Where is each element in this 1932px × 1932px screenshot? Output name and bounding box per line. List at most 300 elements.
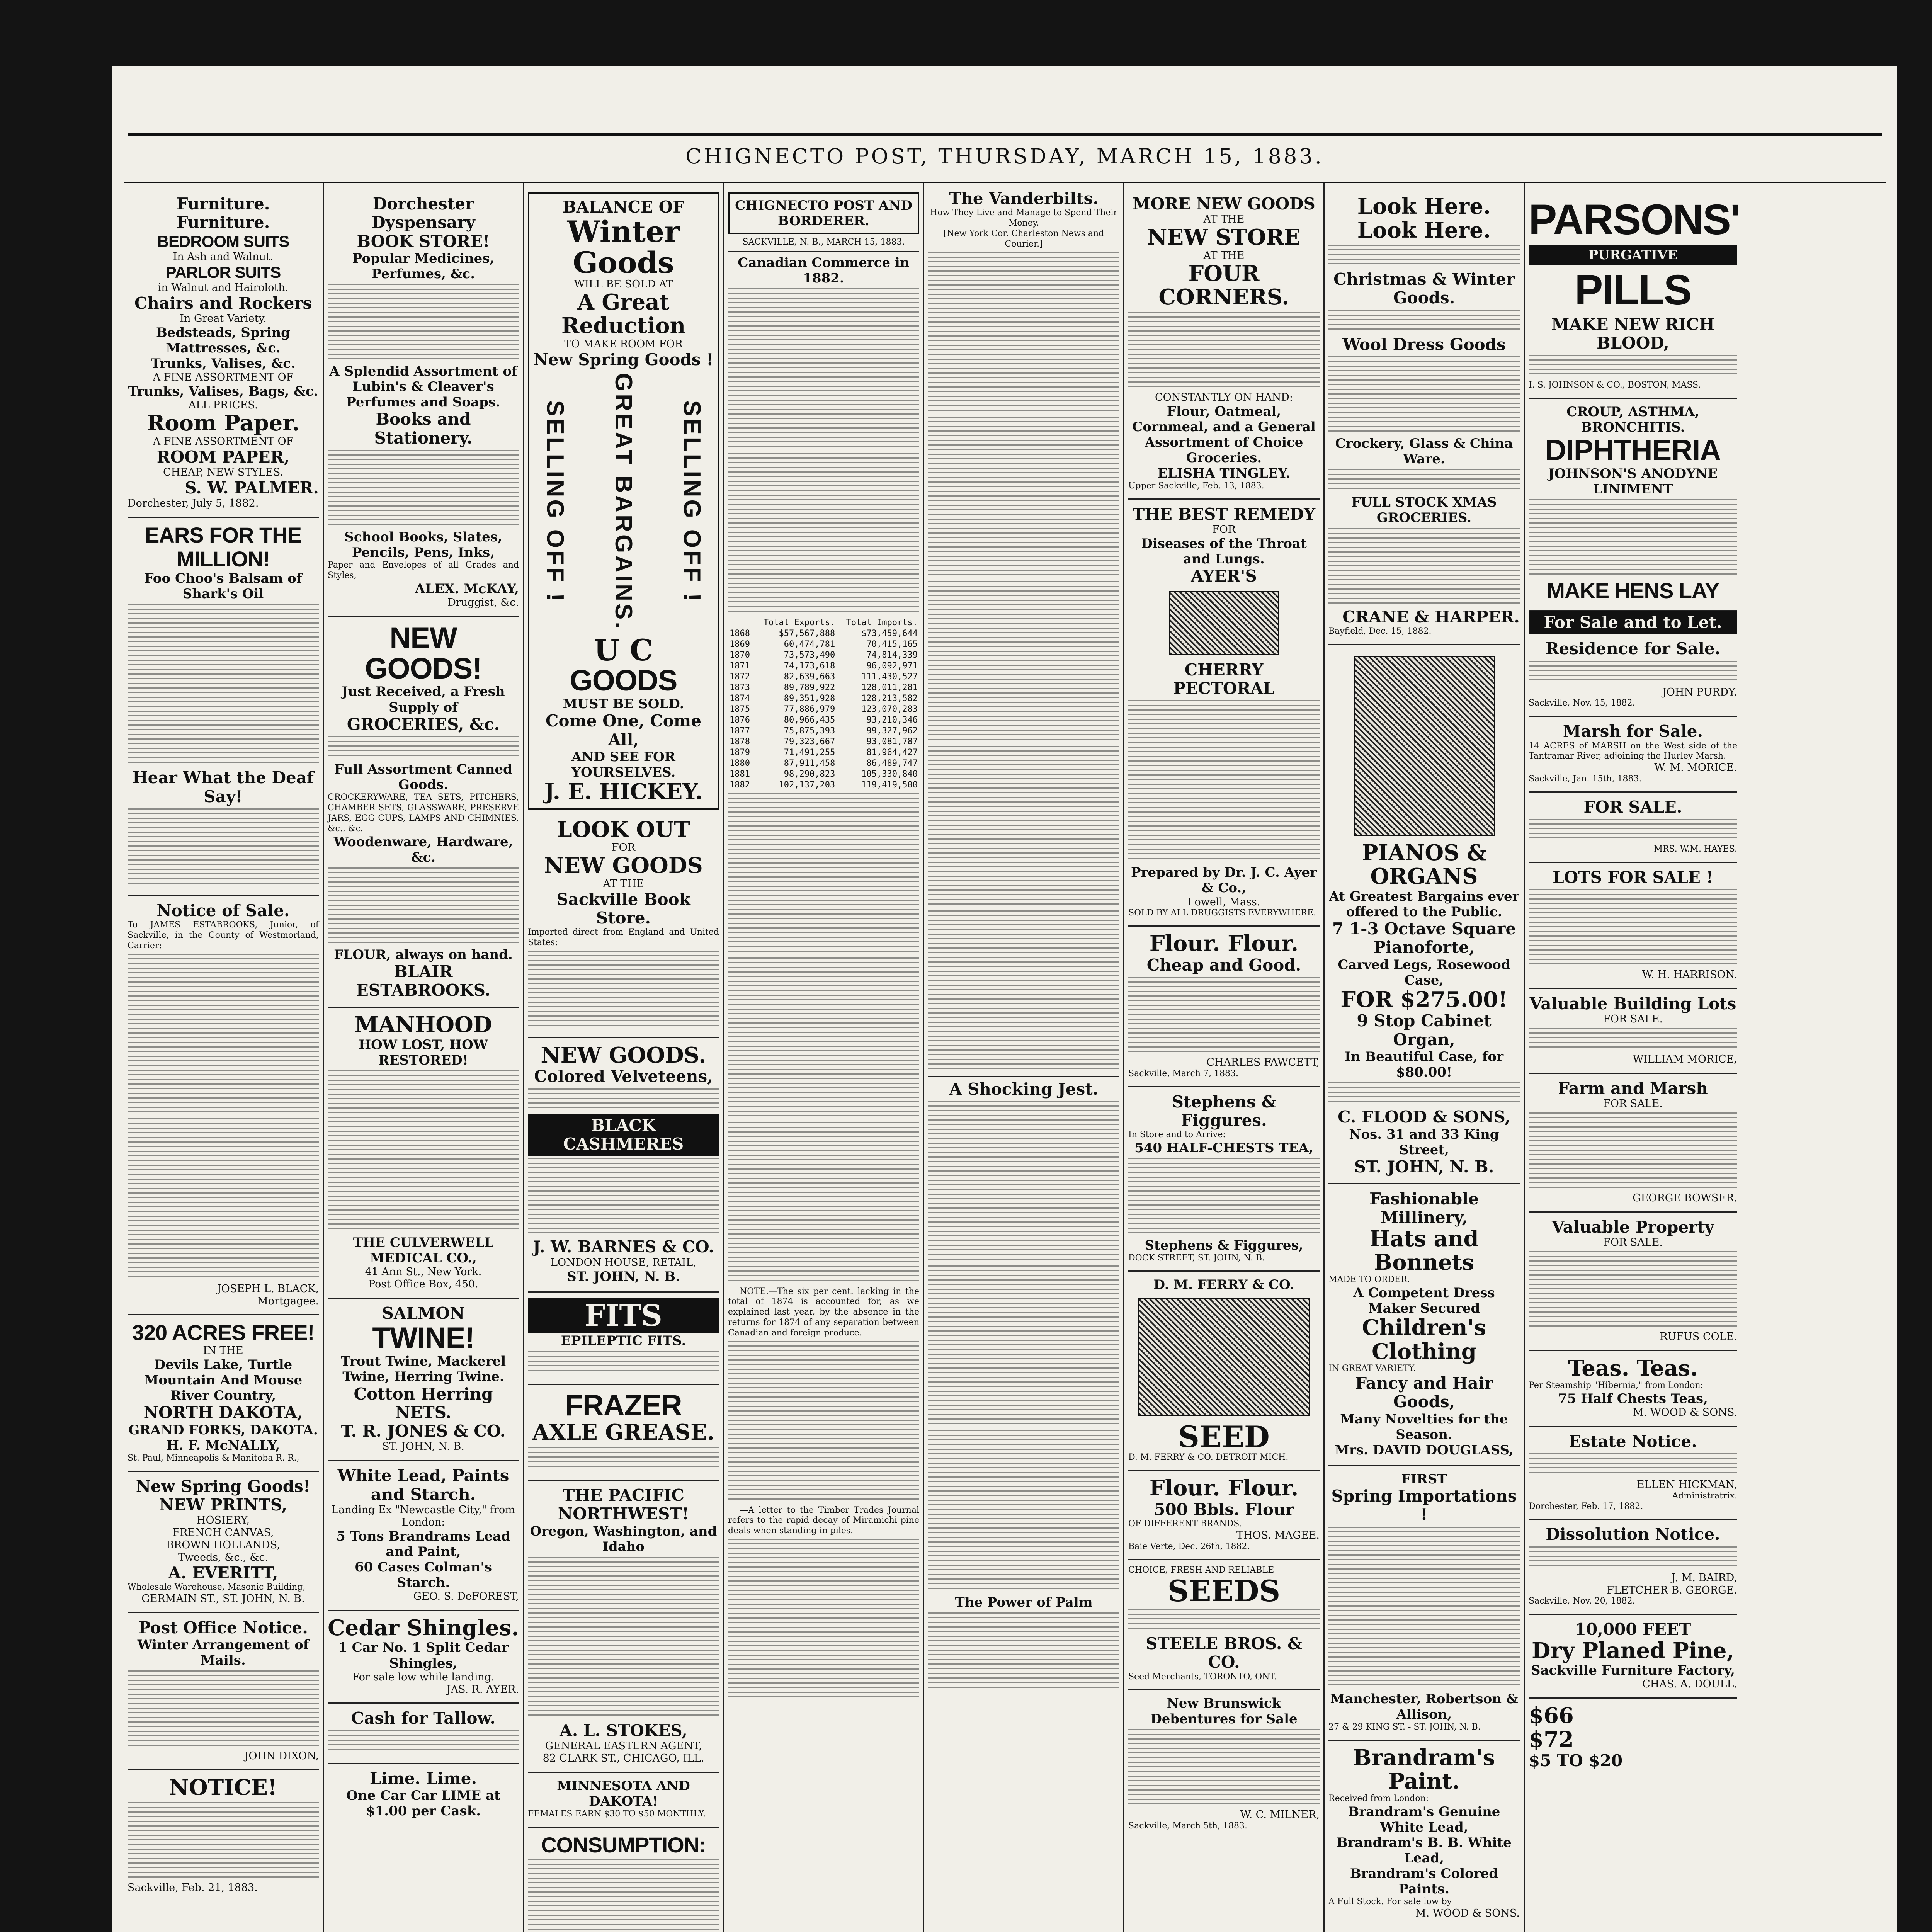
ad-line: Trunks, Valises, Bags, &c.	[128, 384, 318, 400]
ad-line: Landing Ex "Newcastle City," from London:	[332, 1503, 515, 1528]
ad-line: CROCKERYWARE, TEA SETS, PITCHERS, CHAMBER SETS, GLASSWARE, PRESERVE JARS, EGG CUPS, LAMPS AND CHIMNIES, &c., &c.	[328, 793, 519, 833]
ad-line: Wholesale Warehouse, Masonic Building,	[128, 1582, 306, 1592]
ad-title: PIANOS & ORGANS	[1362, 840, 1486, 889]
ad-title: Flour. Flour.	[1149, 931, 1299, 957]
ad-line: 7 1-3 Octave Square Pianoforte,	[1332, 919, 1516, 957]
body-text-block	[728, 793, 919, 955]
lots-ad	[1529, 863, 1737, 989]
ad-line: CHERRY	[1184, 660, 1264, 679]
table-cell: 98,290,823	[784, 769, 835, 779]
table-row	[728, 747, 919, 758]
ad-title: Residence for Sale.	[1545, 639, 1721, 658]
brandram-ad	[1328, 1741, 1520, 1927]
ad-line: FOR SALE.	[1603, 1236, 1663, 1249]
school-notice	[128, 1770, 319, 1901]
table-cell: 1868	[730, 629, 750, 639]
ad-line: A Full Stock. For sale low by	[1328, 1897, 1452, 1907]
ad-title: THE BEST REMEDY	[1132, 505, 1316, 524]
ad-title: LOOK OUT	[557, 816, 690, 842]
ad-line: WILL BE SOLD AT	[574, 278, 673, 290]
ad-line: A FINE ASSORTMENT OF	[153, 371, 294, 384]
section-header: For Sale and to Let.	[1529, 611, 1737, 634]
body-text-block	[1128, 700, 1320, 862]
frazer-ad	[528, 1385, 719, 1481]
ad-line: HOSIERY,	[197, 1514, 250, 1527]
ad-line: Per Steamship "Hibernia," from London:	[1529, 1380, 1703, 1390]
body-text-block	[128, 1670, 319, 1748]
table-cell: 96,092,971	[866, 661, 918, 671]
ad-line: EPILEPTIC FITS.	[561, 1333, 686, 1349]
ad-line: Cotton Herring NETS.	[354, 1384, 493, 1422]
ad-line: THE CULVERWELL MEDICAL CO.,	[353, 1235, 494, 1266]
ad-title: PARSONS'	[1529, 196, 1740, 243]
ad-line: Chairs and Rockers	[134, 293, 312, 313]
table-cell: 99,327,962	[866, 726, 918, 736]
ad-line: GERMAIN ST., ST. JOHN, N. B.	[141, 1592, 305, 1605]
ad-line: FOR	[1212, 524, 1236, 536]
body-text-block	[1529, 1453, 1737, 1476]
ad-title: TWINE!	[372, 1321, 474, 1355]
ad-date: Sackville, Jan. 15th, 1883.	[1529, 774, 1642, 784]
ad-signature: MRS. W.M. HAYES.	[1654, 844, 1737, 854]
column-8	[1525, 183, 1741, 1932]
column-4	[724, 183, 924, 1932]
ad-line: School Books, Slates, Pencils, Pens, Inks,	[344, 529, 502, 561]
ad-line: Wool Dress Goods	[1342, 335, 1506, 354]
ad-line: CONSTANTLY ON HAND:	[1155, 391, 1293, 403]
ad-line: Carved Legs, Rosewood Case,	[1338, 957, 1510, 988]
ad-title: Lime. Lime.	[369, 1769, 477, 1788]
ad-title: New Spring Goods!	[136, 1476, 311, 1496]
ad-line: ALL PRICES.	[188, 399, 258, 412]
table-row	[728, 693, 919, 704]
ad-signature: CRANE & HARPER.	[1342, 607, 1520, 626]
ad-signature: W. M. MORICE.	[1654, 762, 1737, 774]
consumption-ad	[528, 1828, 719, 1932]
body-text-block	[728, 288, 919, 451]
body-text-block	[1328, 310, 1520, 333]
body-text-block	[1128, 1729, 1320, 1806]
ad-title: 320 ACRES FREE!	[132, 1320, 315, 1345]
table-cell: 1870	[730, 650, 750, 660]
ad-date: Sackville, March 5th, 1883.	[1128, 1821, 1247, 1831]
ad-line: Sackville Furniture Factory,	[1531, 1663, 1735, 1679]
body-text-block	[1529, 1251, 1737, 1328]
table-row	[728, 661, 919, 672]
seed-engraving	[1138, 1298, 1310, 1416]
estate-ad	[1529, 1427, 1737, 1520]
body-text-block	[328, 284, 519, 361]
ad-date: Sackville, Feb. 21, 1883.	[128, 1881, 258, 1894]
ad-signature: C. FLOOD & SONS,	[1338, 1107, 1510, 1127]
body-text-block	[1328, 245, 1520, 268]
ad-line: Trout Twine, Mackerel Twine, Herring Twine.	[340, 1354, 506, 1385]
ad-line: A FINE ASSORTMENT OF	[153, 435, 294, 447]
douglass-ad	[1328, 1184, 1520, 1466]
body-text-block	[1328, 356, 1520, 434]
table-cell: 89,789,922	[784, 682, 835, 692]
trade-table	[728, 617, 919, 790]
ad-signature: W. H. HARRISON.	[1642, 969, 1737, 981]
ad-signature: M. WOOD & SONS.	[1633, 1406, 1737, 1418]
ad-line: ST. JOHN, N. B.	[1354, 1157, 1494, 1176]
ad-signature: Mrs. DAVID DOUGLASS,	[1335, 1442, 1514, 1458]
ad-line: ST. JOHN, N. B.	[382, 1440, 464, 1453]
ad-line: Oregon, Washington, and Idaho	[530, 1523, 717, 1554]
ad-title: Cash for Tallow.	[351, 1709, 496, 1728]
manhood-ad	[328, 1008, 519, 1299]
ad-line: 10,000 FEET	[1575, 1620, 1691, 1639]
ad-line: AYER'S	[1191, 566, 1257, 586]
table-cell: 86,489,747	[866, 758, 918, 768]
ad-line: SOLD BY ALL DRUGGISTS EVERYWHERE.	[1128, 908, 1316, 918]
ad-line: Cheap and Good.	[1146, 955, 1301, 975]
column-2	[324, 183, 524, 1932]
ad-line: 9 Stop Cabinet Organ,	[1357, 1011, 1492, 1049]
ad-title: Dorchester Dyspensary	[371, 194, 475, 232]
table-cell: 1878	[730, 736, 750, 747]
body-text-block	[928, 910, 1119, 1073]
table-row	[728, 704, 919, 715]
table-cell: 82,639,663	[784, 672, 835, 682]
ad-line: D. M. FERRY & CO.	[1153, 1277, 1294, 1293]
table-cell: 1876	[730, 715, 750, 725]
column-7	[1325, 183, 1525, 1932]
table-cell: 93,210,346	[866, 715, 918, 725]
dissolution-ad	[1529, 1520, 1737, 1615]
body-text-block	[1529, 355, 1737, 378]
timber-paragraph: —A letter to the Timber Trades Journal refers to the rapid decay of Miramichi pine deals when standing in piles.	[728, 1505, 919, 1536]
table-cell: 1877	[730, 726, 750, 736]
ad-title: SEEDS	[1167, 1574, 1281, 1609]
masthead: CHIGNECTO POST, THURSDAY, MARCH 15, 1883.	[685, 144, 1324, 168]
ad-title: LOTS FOR SALE !	[1553, 868, 1713, 887]
ad-line: DOCK STREET, ST. JOHN, N. B.	[1128, 1253, 1265, 1263]
vertical-banners	[533, 369, 714, 635]
article-headline: The Power of Palm	[955, 1594, 1093, 1610]
ad-title: FOR SALE.	[1583, 797, 1682, 816]
ad-line: Winter Arrangement of Mails.	[137, 1637, 309, 1668]
table-cell: 93,081,787	[866, 736, 918, 747]
ad-title: Look Here. Look Here.	[1357, 194, 1491, 243]
ad-date: Dorchester, July 5, 1882.	[128, 497, 259, 510]
ad-line: Woodenware, Hardware, &c.	[333, 834, 513, 865]
ad-line: Seed Merchants, TORONTO, ONT.	[1128, 1672, 1277, 1682]
table-cell: 79,323,667	[784, 736, 835, 747]
debentures-ad	[1128, 1690, 1320, 1838]
ad-title: Teas. Teas.	[1568, 1355, 1698, 1381]
body-text-block	[1128, 312, 1320, 389]
ad-signature: Stephens & Figgures,	[1145, 1238, 1303, 1253]
ad-line: Foo Choo's Balsam of Shark's Oil	[144, 571, 302, 602]
ad-line: MAKE HENS LAY	[1547, 578, 1719, 603]
table-cell: 119,419,500	[861, 780, 918, 790]
ad-line: Diseases of the Throat and Lungs.	[1141, 536, 1307, 567]
ad-line: 60 Cases Colman's Starch.	[355, 1559, 492, 1590]
ad-line: 14 ACRES of MARSH on the West side of the Tantramar River, adjoining the Hurley Marsh.	[1529, 741, 1737, 761]
column-3	[524, 183, 724, 1932]
ad-line: Brandram's Genuine White Lead,	[1348, 1804, 1500, 1835]
book-store-ad	[528, 813, 719, 1038]
ad-signature: THOS. MAGEE.	[1236, 1529, 1320, 1541]
body-text-block	[728, 1122, 919, 1284]
ad-signature: M. WOOD & SONS.	[1415, 1907, 1520, 1920]
body-text-block	[528, 1859, 719, 1932]
ad-line: FIRST	[1401, 1471, 1447, 1487]
table-cell: 1871	[730, 661, 750, 671]
ad-title: DIPHTHERIA	[1545, 434, 1721, 467]
ad-signature: ELISHA TINGLEY.	[1157, 466, 1291, 481]
ad-title: MORE NEW GOODS	[1133, 194, 1315, 213]
ferry-ad	[1128, 1272, 1320, 1471]
body-text-block	[528, 1447, 719, 1470]
table-row	[728, 682, 919, 693]
ad-title: NEW GOODS.	[541, 1042, 706, 1068]
table-cell: 74,173,618	[784, 661, 835, 671]
table-cell: 81,964,427	[866, 747, 918, 757]
ad-signature: A. EVERITT,	[168, 1563, 278, 1582]
table-header-cell: Total Imports.	[846, 618, 918, 628]
ad-line: Come One, Come All,	[546, 711, 701, 749]
ad-line: JOHNSON'S ANODYNE LINIMENT	[1548, 466, 1718, 497]
ad-line: A Splendid Assortment of Lubin's & Cleaver's Perfumes and Soaps.	[329, 364, 517, 410]
ad-line: NEW STORE	[1147, 224, 1301, 250]
table-row	[728, 726, 919, 736]
pine-ad	[1529, 1615, 1737, 1699]
ad-title: Spring Importations !	[1331, 1486, 1517, 1524]
ad-line: Devils Lake, Turtle Mountain And Mouse River Country,	[144, 1357, 303, 1404]
ad-line: CHOICE, FRESH AND RELIABLE	[1128, 1565, 1274, 1575]
pointing-hand-engraving	[1169, 591, 1279, 655]
ad-line: Received from London:	[1328, 1793, 1429, 1803]
dakota-ad	[128, 1315, 319, 1471]
ad-line: $72	[1529, 1726, 1574, 1752]
ad-line: Imported direct from England and United States:	[528, 927, 719, 948]
ad-line: PARLOR SUITS	[165, 263, 281, 281]
ad-line: AND SEE FOR YOURSELVES.	[571, 749, 676, 781]
table-cell: 80,966,435	[784, 715, 835, 725]
ad-line: IN GREAT VARIETY.	[1328, 1364, 1416, 1374]
ad-line: FRENCH CANVAS,	[172, 1527, 274, 1539]
ad-title: Brandram's Paint.	[1353, 1745, 1495, 1794]
stephens-ad	[1128, 1087, 1320, 1272]
ad-signature: ELLEN HICKMAN,	[1636, 1478, 1737, 1491]
body-text-block	[128, 1802, 319, 1879]
ad-line: Fancy and Hair Goods,	[1355, 1373, 1493, 1412]
ad-date: Upper Sackville, Feb. 13, 1883.	[1128, 481, 1264, 491]
ad-title: NOTICE!	[169, 1775, 277, 1800]
tingley-ad	[1128, 189, 1320, 500]
columns	[124, 182, 1886, 1932]
column-5	[924, 183, 1124, 1932]
ad-title: Valuable Property	[1551, 1218, 1714, 1237]
table-row	[728, 650, 919, 661]
ad-date: Bayfield, Dec. 15, 1882.	[1328, 626, 1432, 636]
ad-title: Marsh for Sale.	[1563, 722, 1703, 741]
body-text-block	[1529, 499, 1737, 577]
table-note: NOTE.—The six per cent. lacking in the total of 1874 is accounted for, as we explained last year, by the absence in the returns for 1874 of any separation between Canadian and foreign produce.	[728, 1286, 919, 1338]
ad-line: in Walnut and Hairoloth.	[158, 282, 289, 294]
marsh-ad	[1529, 717, 1737, 793]
ad-title: Cedar Shingles.	[328, 1615, 519, 1641]
ad-line: $5 TO $20	[1529, 1751, 1623, 1770]
ad-line: New Spring Goods !	[533, 350, 714, 369]
ad-line: Administratrix.	[1672, 1491, 1737, 1501]
ad-line: PURGATIVE	[1529, 245, 1737, 265]
ad-line: I. S. JOHNSON & CO., BOSTON, MASS.	[1529, 380, 1701, 390]
ad-title: FRAZER	[565, 1389, 682, 1422]
ad-line: FULL STOCK XMAS GROCERIES.	[1351, 495, 1497, 526]
body-text-block	[328, 1730, 519, 1753]
body-text-block	[328, 1070, 519, 1233]
ad-signature: T. R. JONES & CO.	[341, 1422, 506, 1441]
vertical-text: GREAT BARGAINS.	[610, 373, 637, 631]
ad-line: Brandram's B. B. White Lead,	[1337, 1835, 1512, 1866]
newspaper-page	[112, 66, 1897, 1932]
deforest-ad	[328, 1461, 519, 1611]
table-row	[728, 639, 919, 650]
hayes-ad	[1529, 793, 1737, 863]
ad-line: PECTORAL	[1173, 679, 1275, 698]
ad-line: HOW LOST, HOW RESTORED!	[358, 1037, 488, 1068]
ad-line: AT THE	[603, 878, 644, 890]
body-text-block	[328, 736, 519, 759]
ad-line: Tweeds, &c., &c.	[178, 1551, 269, 1563]
ad-line: BALANCE OF	[562, 197, 685, 216]
ad-line: NEW GOODS	[544, 853, 703, 879]
table-cell: 74,814,339	[866, 650, 918, 660]
column-6	[1124, 183, 1325, 1932]
ad-line: BROWN HOLLANDS,	[166, 1539, 280, 1551]
jones-ad	[328, 1299, 519, 1461]
body-text-block	[328, 450, 519, 527]
body-text-block	[128, 808, 319, 886]
ad-date: Baie Verte, Dec. 26th, 1882.	[1128, 1541, 1250, 1551]
ad-line: Prepared by Dr. J. C. Ayer & Co.,	[1131, 865, 1317, 896]
ad-signature: JOSEPH L. BLACK,	[217, 1282, 319, 1295]
dispensary-ad	[328, 189, 519, 617]
body-text-block	[928, 252, 1119, 414]
ad-line: Hats and Bonnets	[1369, 1226, 1479, 1276]
body-text-block	[928, 746, 1119, 908]
article-headline: The Vanderbilts.	[949, 189, 1099, 208]
body-text-block	[128, 604, 319, 766]
ad-line: In Ash and Walnut.	[173, 250, 274, 263]
ad-line: FOR SALE.	[1603, 1098, 1663, 1110]
ears-ad	[128, 518, 319, 896]
everitt-ad	[128, 1472, 319, 1613]
ad-line: OF DIFFERENT BRANDS.	[1128, 1519, 1242, 1529]
table-cell: 1875	[730, 704, 750, 714]
residence-ad	[1529, 634, 1737, 717]
magee-ad	[1128, 1471, 1320, 1560]
table-cell: 60,474,781	[784, 639, 835, 650]
ad-line: ST. JOHN, N. B.	[567, 1269, 680, 1284]
body-text-block	[1529, 819, 1737, 842]
ad-line: Flour, Oatmeal, Cornmeal, and a General Assortment of Choice Groceries.	[1132, 403, 1316, 466]
ad-title: Stephens & Figgures.	[1172, 1092, 1276, 1130]
ad-signature: GEORGE BOWSER.	[1633, 1192, 1737, 1204]
ad-line: St. Paul, Minneapolis & Manitoba R. R.,	[128, 1453, 299, 1463]
ad-line: 75 Half Chests Teas,	[1558, 1391, 1708, 1406]
body-text-block	[928, 1612, 1119, 1690]
article-subhead: How They Live and Manage to Spend Their Money.	[930, 208, 1117, 228]
body-text-block	[1328, 1527, 1520, 1689]
ad-signature: GEO. S. DeFOREST,	[413, 1590, 519, 1602]
palmer-ad	[128, 189, 319, 518]
body-text-block	[1529, 1546, 1737, 1570]
ad-line: Hear What the Deaf Say!	[132, 768, 314, 806]
ad-signature: WILLIAM MORICE,	[1633, 1053, 1737, 1066]
ad-title: Fashionable Millinery,	[1369, 1189, 1479, 1227]
ad-title: Notice of Sale.	[156, 901, 290, 920]
ad-signature: A. L. STOKES,	[560, 1721, 687, 1740]
ad-line: Sackville Book Store.	[556, 889, 690, 927]
table-cell: 75,875,393	[784, 726, 835, 736]
body-text-block	[1328, 528, 1520, 605]
ad-title: MINNESOTA AND DAKOTA!	[557, 1778, 690, 1809]
body-text-block	[528, 1557, 719, 1719]
table-cell: 87,911,458	[784, 758, 835, 768]
ad-line: Post Office Box, 450.	[368, 1278, 478, 1291]
ad-line: Bedsteads, Spring Mattresses, &c.	[156, 325, 290, 356]
table-cell: 102,137,203	[779, 780, 835, 790]
editorial-dateline: SACKVILLE, N. B., MARCH 15, 1883.	[742, 237, 905, 247]
article-headline: A Shocking Jest.	[949, 1079, 1099, 1099]
ad-line: A Great Reduction	[561, 289, 686, 339]
ad-line: Paper and Envelopes of all Grades and Styles,	[328, 560, 519, 581]
body-text-block	[1128, 977, 1320, 1054]
table-cell: 1869	[730, 639, 750, 650]
table-cell: 73,573,490	[784, 650, 835, 660]
ad-line: 27 & 29 KING ST. - ST. JOHN, N. B.	[1328, 1722, 1481, 1732]
body-text-block	[928, 1430, 1119, 1592]
ad-line: Room Paper.	[146, 410, 300, 436]
body-text-block	[528, 951, 719, 1028]
ad-signature: JAS. R. AYER.	[446, 1683, 519, 1696]
ad-line: Lowell, Mass.	[1187, 896, 1260, 908]
table-cell: 1882	[730, 780, 750, 790]
table-row	[728, 715, 919, 726]
table-cell: 1879	[730, 747, 750, 757]
ad-signature: J. E. HICKEY.	[544, 779, 703, 805]
ad-line: A Competent Dress Maker Secured	[1353, 1285, 1495, 1316]
body-text-block	[928, 1101, 1119, 1263]
ad-line: FOR SALE.	[1603, 1013, 1663, 1026]
ad-signature: CHARLES FAWCETT,	[1206, 1056, 1320, 1069]
ad-title: Flour. Flour.	[1149, 1475, 1299, 1501]
table-cell: 123,070,283	[861, 704, 918, 714]
ad-line: BEDROOM SUITS	[157, 232, 289, 250]
table-header-cell: Total Exports.	[763, 618, 835, 628]
body-text-block	[128, 1118, 319, 1281]
ad-line: Books and Stationery.	[374, 410, 473, 447]
table-cell: 77,886,979	[784, 704, 835, 714]
ad-signature: J. W. BARNES & CO.	[533, 1237, 714, 1257]
ad-line: FOR $275.00!	[1340, 986, 1508, 1012]
ad-line: H. F. McNALLY,	[166, 1437, 280, 1453]
table-header-cell	[728, 617, 754, 628]
table-cell: 128,213,582	[861, 693, 918, 703]
ad-line: Crockery, Glass & China Ware.	[1335, 436, 1513, 467]
ad-line: For sale low while landing.	[352, 1671, 495, 1683]
ad-title: White Lead, Paints and Starch.	[337, 1466, 509, 1504]
ad-signature: JOHN PURDY.	[1662, 686, 1737, 698]
body-text-block	[1328, 469, 1520, 492]
ad-title: SEED	[1178, 1420, 1270, 1454]
money-ads	[1529, 1699, 1737, 1777]
ad-line: In Great Variety.	[180, 313, 267, 325]
